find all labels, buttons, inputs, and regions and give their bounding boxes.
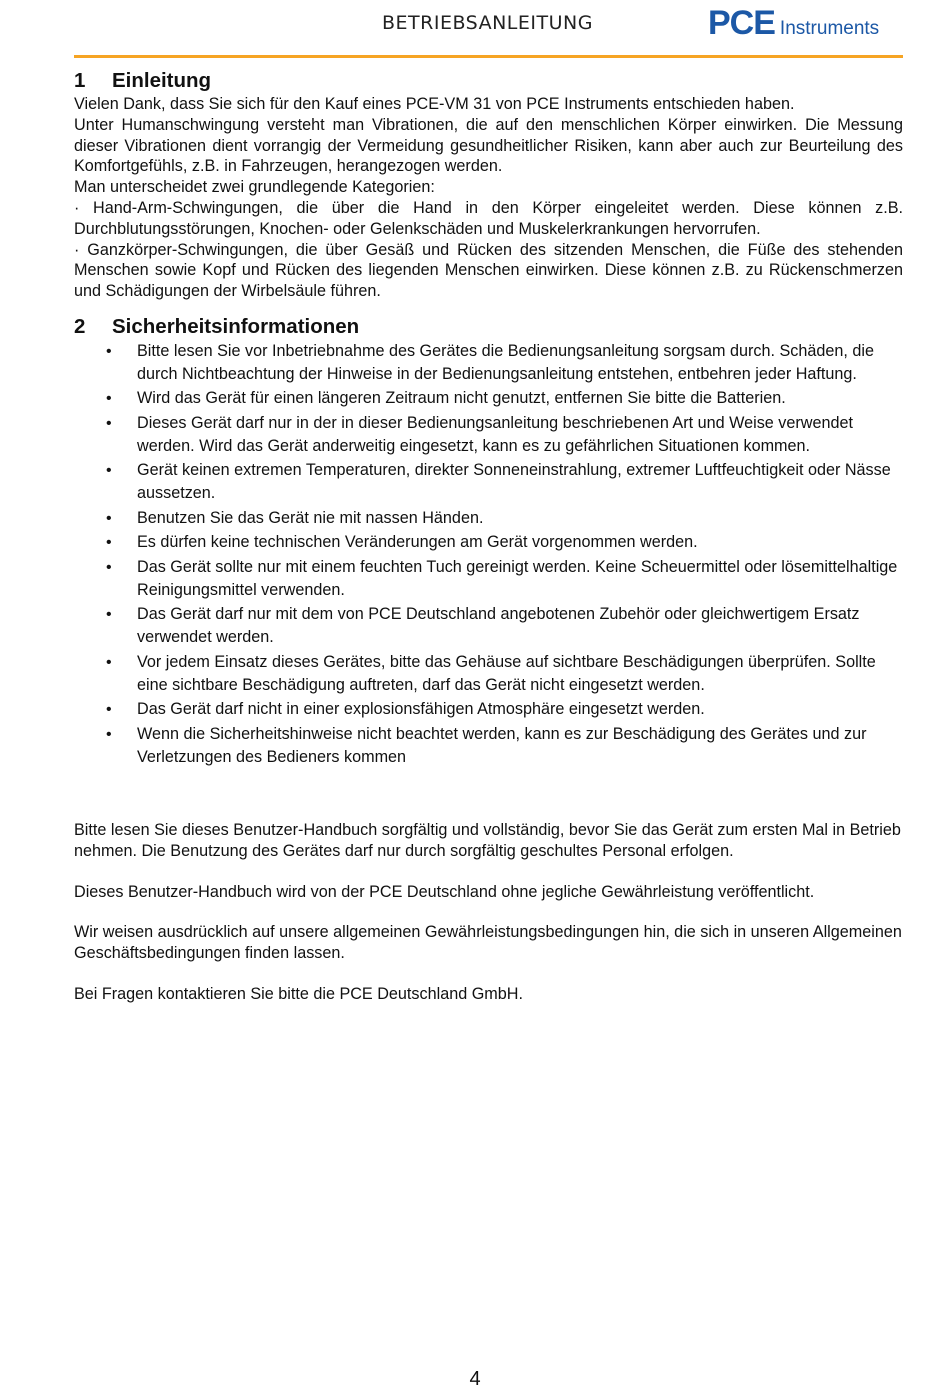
safety-list-item <box>74 603 903 649</box>
safety-item-text: Das Gerät darf nicht in einer explosionsfähigen Atmosphäre eingesetzt werden. <box>137 700 705 719</box>
safety-item-text: Benutzen Sie das Gerät nie mit nassen Händen. <box>137 508 484 527</box>
closing-paragraph: Bei Fragen kontaktieren Sie bitte die PCE Deutschland GmbH. <box>74 984 523 1003</box>
section-1-title: Einleitung <box>112 69 212 92</box>
page-number: 4 <box>469 1368 481 1390</box>
safety-list-item <box>74 387 903 410</box>
section-einleitung <box>74 68 903 302</box>
logo-main-text: PCE <box>708 4 775 42</box>
categories-intro: Man unterscheidet zwei grundlegende Kategorien: <box>74 178 435 197</box>
safety-list-item <box>74 340 903 386</box>
section-1-number: 1 <box>74 69 86 92</box>
safety-item-text: Dieses Gerät darf nur in der in dieser Bedienungsanleitung beschriebenen Art und Weise verwendet werden. Wird das Gerät anderweitig eingesetzt, kann es zu gefährlichen Situationen kommen. <box>137 413 853 455</box>
section-sicherheitsinformationen <box>74 314 903 769</box>
safety-item-text: Das Gerät darf nur mit dem von PCE Deutschland angebotenen Zubehör oder gleichwertigem Ersatz verwendet werden. <box>137 605 860 647</box>
safety-item-text: Wenn die Sicherheitshinweise nicht beachtet werden, kann es zur Beschädigung des Gerätes und zur Verletzungen des Bedieners kommen <box>137 724 867 766</box>
safety-list-item <box>74 651 903 697</box>
safety-list-item <box>74 698 903 721</box>
category-hand-arm: · Hand-Arm-Schwingungen, die über die Hand in den Körper eingeleitet werden. Diese können z.B. Durchblutungsstörungen, Knochen- oder Gelenkschäden und Muskelerkrankungen hervorrufen. <box>74 198 903 238</box>
pce-instruments-logo <box>708 4 879 43</box>
safety-item-text: Vor jedem Einsatz dieses Gerätes, bitte das Gehäuse auf sichtbare Beschädigungen überprüfen. Sollte eine sichtbare Beschädigung auftreten, darf das Gerät nicht eingesetzt werden. <box>137 652 876 694</box>
closing-paragraph: Bitte lesen Sie dieses Benutzer-Handbuch sorgfältig und vollständig, bevor Sie das Gerät zum ersten Mal in Betrieb nehmen. Die Benutzung des Gerätes darf nur durch sorgfältig geschultes Personal erfolgen. <box>74 820 901 860</box>
safety-item-text: Wird das Gerät für einen längeren Zeitraum nicht genutzt, entfernen Sie bitte die Batterien. <box>137 389 786 408</box>
closing-paragraph: Wir weisen ausdrücklich auf unsere allgemeinen Gewährleistungsbedingungen hin, die sich in unseren Allgemeinen Geschäftsbedingungen finden lassen. <box>74 923 902 963</box>
safety-item-text: Gerät keinen extremen Temperaturen, direkter Sonneneinstrahlung, extremer Luftfeuchtigkeit oder Nässe aussetzen. <box>137 461 891 503</box>
header-divider <box>74 55 903 58</box>
document-header-title: BETRIEBSANLEITUNG <box>382 12 593 34</box>
bullet-icon: • <box>106 414 112 432</box>
safety-list-item <box>74 412 903 458</box>
closing-notes <box>74 820 903 1005</box>
safety-list <box>74 340 903 769</box>
intro-line: Vielen Dank, dass Sie sich für den Kauf eines PCE-VM 31 von PCE Instruments entschieden haben. <box>74 95 795 113</box>
safety-list-item <box>74 556 903 602</box>
bullet-icon: • <box>106 606 112 624</box>
safety-list-item <box>74 531 903 554</box>
bullet-icon: • <box>106 390 112 408</box>
page-content <box>74 68 903 1025</box>
bullet-icon: • <box>106 725 112 743</box>
closing-paragraph: Dieses Benutzer-Handbuch wird von der PCE Deutschland ohne jegliche Gewährleistung veröffentlicht. <box>74 882 815 901</box>
bullet-icon: • <box>106 653 112 671</box>
safety-item-text: Das Gerät sollte nur mit einem feuchten Tuch gereinigt werden. Keine Scheuermittel oder lösemittelhaltige Reinigungsmittel verwenden. <box>137 557 898 599</box>
bullet-icon: • <box>106 462 112 480</box>
safety-item-text: Es dürfen keine technischen Veränderungen am Gerät vorgenommen werden. <box>137 533 698 552</box>
intro-paragraph: Unter Humanschwingung versteht man Vibrationen, die auf den menschlichen Körper einwirken. Die Messung dieser Vibrationen dient vorrangig der Vermeidung gesundheitlicher Risiken, kann aber auch zur Beurteilung des Komfortgefühls, z.B. in Fahrzeugen, herangezogen werden. <box>74 115 903 176</box>
safety-list-item <box>74 723 903 769</box>
safety-list-item <box>74 507 903 530</box>
category-ganzkoerper: · Ganzkörper-Schwingungen, die über Gesäß und Rücken des sitzenden Menschen, die Füße des stehenden Menschen sowie Kopf und Rücken des liegenden Menschen einwirken. Diese können z.B. zu Rückenschmerzen und Schädigungen der Wirbelsäule führen. <box>74 240 903 301</box>
safety-item-text: Bitte lesen Sie vor Inbetriebnahme des Gerätes die Bedienungsanleitung sorgsam durch. Schäden, die durch Nichtbeachtung der Hinweise in der Bedienungsanleitung entstehen, entbehren jeder Haftung. <box>137 341 874 383</box>
section-2-heading <box>74 314 903 340</box>
bullet-icon: • <box>106 534 112 552</box>
bullet-icon: • <box>106 701 112 719</box>
bullet-icon: • <box>106 509 112 527</box>
safety-list-item <box>74 459 903 505</box>
bullet-icon: • <box>106 558 112 576</box>
section-2-title: Sicherheitsinformationen <box>112 314 360 338</box>
logo-sub-text: Instruments <box>779 18 880 39</box>
bullet-icon: • <box>106 342 112 360</box>
section-2-number: 2 <box>74 314 86 338</box>
section-1-heading <box>74 68 903 94</box>
